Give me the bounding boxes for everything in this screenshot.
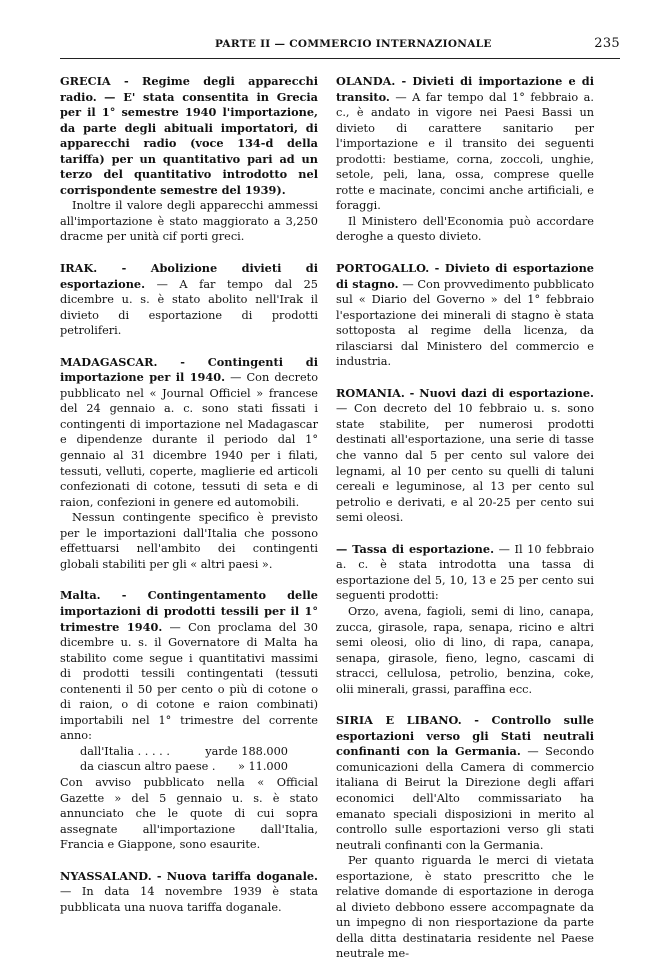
entry-paragraph: Con avviso pubblicato nella « Official Gazette » del 5 gennaio u. s. è stato annunciato che le quote di cui sopra assegnate all'importazione dall'Italia, Francia e Giappone, sono esaurite. <box>60 775 318 852</box>
entry-title: SIRIA E LIBANO. - Controllo sulle esportazioni verso gli Stati neutrali confinanti con la Germania. <box>336 713 594 759</box>
entry-text: — E' stata consentita in Grecia per il 1° semestre 1940 l'importazione, da parte degli abituali importatori, di apparecchi radio (voce 134-d della tariffa) per un quantitativo pari ad un terzo del quantitativo introdotto nel corrispondente semestre del 1939). <box>60 89 318 197</box>
entry-title: PORTOGALLO. - Divieto di esportazione di stagno. <box>336 261 594 291</box>
entry-malta <box>60 588 318 852</box>
entry-paragraph <box>60 355 318 510</box>
entry-text: — Secondo comunicazioni della Camera di commercio italiana di Beirut la Direzione degli affari economici dell'Alto commissariato ha emanato speciali disposizioni in merito al controllo sulle esportazioni verso gli stati neutrali confinanti con la Germania. <box>336 745 595 852</box>
entry-title: MADAGASCAR. - Contingenti di importazione per il 1940. <box>60 354 318 385</box>
entry-romania-tassa <box>336 542 594 697</box>
entry-paragraph <box>60 74 318 198</box>
entry-romania <box>336 386 594 526</box>
entry-portogallo <box>336 261 594 370</box>
entry-text: — Il 10 febbraio a. c. è stata introdotta una tassa di esportazione del 5, 10, 13 e 25 per cento sui seguenti prodotti: <box>336 542 594 603</box>
entry-title: OLANDA. - Divieti di importazione e di transito. <box>336 74 594 104</box>
quota-label: da ciascun altro paese . <box>80 760 216 774</box>
entry-paragraph: Orzo, avena, fagioli, semi di lino, canapa, zucca, girasole, rapa, senapa, ricino e altri semi oleosi, olio di lino, di rapa, canapa, senapa, girasole, fieno, legno, cascami di stracci, cellulosa, petrolio, benzina, coke, olii minerali, grassi, paraffina ecc. <box>336 604 594 696</box>
entry-paragraph <box>60 261 318 339</box>
entry-siria-libano <box>336 713 594 962</box>
entry-text: — In data 14 novembre 1939 è stata pubblicata una nuova tariffa doganale. <box>60 885 318 914</box>
left-column <box>60 74 318 931</box>
entry-text: — A far tempo dal 1° febbraio a. c., è andato in vigore nei Paesi Bassi un divieto di carattere sanitario per l'importazione e il transito dei seguenti prodotti: bestiame, corna, zoccoli, unghie, setole, peli, lana, ossa, comprese quelle rotte e macinate, concimi anche artificiali, e foraggi. <box>336 90 595 213</box>
entry-text: — Con decreto del 10 febbraio u. s. sono state stabilite, per numerosi prodotti destinati all'esportazione, una serie di tasse che vanno dal 5 per cento sul valore dei legnami, al 10 per cento su quelli di taluni cereali e leguminose, al 13 per cento sul petrolio e derivati, e al 20-25 per cento sui semi oleosi. <box>336 402 594 525</box>
header-title: PARTE II — COMMERCIO INTERNAZIONALE <box>215 38 492 50</box>
quota-value: » 11.000 <box>237 760 288 774</box>
entry-paragraph <box>336 713 594 853</box>
entry-paragraph: Il Ministero dell'Economia può accordare deroghe a questo divieto. <box>336 214 594 244</box>
entry-text: — Con provvedimento pubblicato sul « Diario del Governo » del 1° febbraio l'esportazione dei minerali di stagno è stata sottoposta al regime della licenza, da rilasciarsi dal Ministero del commercio e industria. <box>336 277 594 369</box>
entry-irak <box>60 261 318 339</box>
entry-title: — Tassa di esportazione. <box>336 541 495 556</box>
entry-title: Malta. - Contingentamento delle importazioni di prodotti tessili per il 1° trimestre 1940. <box>60 588 318 634</box>
entry-text: — A far tempo dal 25 dicembre u. s. è stato abolito nell'Irak il divieto di esportazione di prodotti petroliferi. <box>60 277 318 338</box>
quota-row-altri <box>60 759 318 775</box>
entry-paragraph: Per quanto riguarda le merci di vietata esportazione, è stato prescritto che le relative domande di esportazione in deroga al divieto debbono essere accompagnate da un impegno di non riesportazione da parte della ditta destinataria residente nel Paese neutrale me- <box>336 854 594 961</box>
entry-paragraph <box>336 386 594 526</box>
entry-text: — Con proclama del 30 dicembre u. s. il Governatore di Malta ha stabilito come segue i quantitativi massimi di prodotti tessili contingentati (tessuti contenenti il 50 per cento o più di cotone o di raion, o di cotone e raion combinati) importabili nel 1° trimestre del corrente anno: <box>60 620 318 743</box>
entry-paragraph <box>60 588 318 743</box>
entry-text: — Con decreto pubblicato nel « Journal Officiel » francese del 24 gennaio a. c. sono stati fissati i contingenti di importazione nel Madagascar e dipendenze durante il periodo dal 1° gennaio al 31 dicembre 1940 per i filati, tessuti, velluti, coperte, maglierie ed articoli confezionati di cotone, tessuti di seta e di raion, confezioni in genere ed automobili. <box>60 371 319 509</box>
entry-paragraph <box>336 261 594 370</box>
quota-value: yarde 188.000 <box>205 744 288 758</box>
entry-title: IRAK. - Abolizione divieti di esportazione. <box>60 261 318 291</box>
page-number: 235 <box>594 36 620 51</box>
entry-nyassaland <box>60 869 318 916</box>
entry-madagascar <box>60 355 318 573</box>
entry-title: ROMANIA. - Nuovi dazi di esportazione. <box>336 385 594 400</box>
entry-paragraph <box>60 869 318 916</box>
entry-title: GRECIA - Regime degli apparecchi radio. <box>60 74 318 104</box>
entry-grecia <box>60 74 318 245</box>
entry-title: NYASSALAND. - Nuova tariffa doganale. <box>60 868 318 883</box>
entry-paragraph: Inoltre il valore degli apparecchi ammessi all'importazione è stato maggiorato a 3,250 dracme per unità cif porti greci. <box>60 199 318 244</box>
quota-label: dall'Italia . . . . . <box>80 744 170 758</box>
entry-paragraph <box>336 542 594 604</box>
entry-olanda <box>336 74 594 245</box>
entry-paragraph: Nessun contingente specifico è previsto per le importazioni dall'Italia che possono effettuarsi nell'ambito dei contingenti globali stabiliti per gli « altri paesi ». <box>60 511 318 571</box>
entry-paragraph <box>336 74 594 214</box>
right-column <box>336 74 594 978</box>
quota-row-italia <box>60 744 318 760</box>
header-rule <box>60 58 620 59</box>
